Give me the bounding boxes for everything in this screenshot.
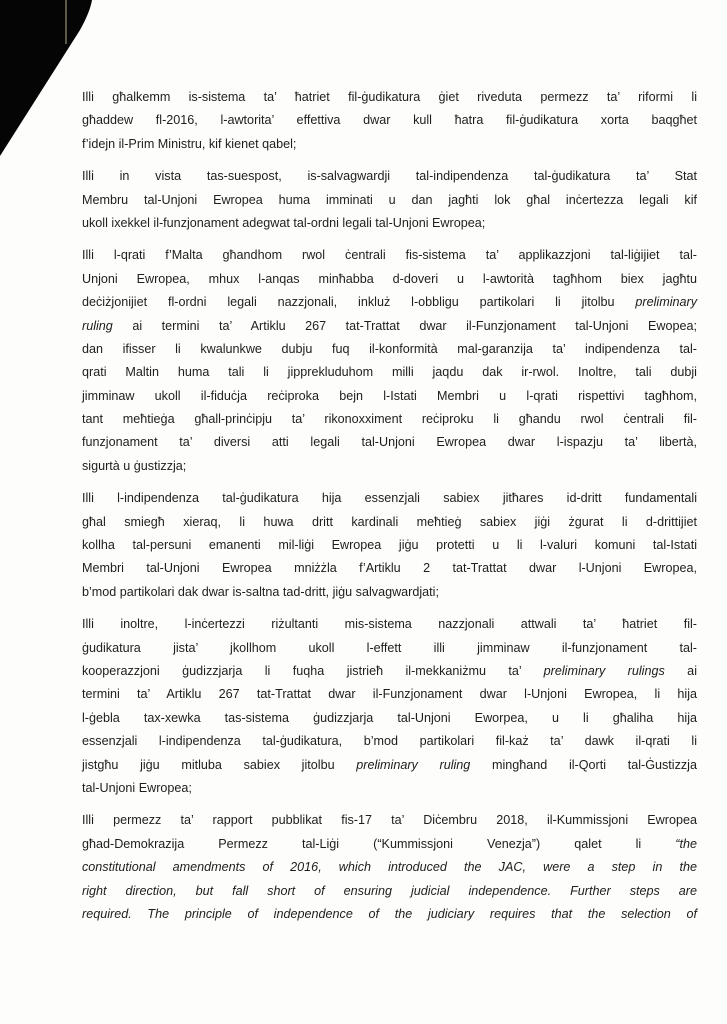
italic-text: preliminary rulings — [543, 663, 665, 678]
italic-text: right direction, but fall short of ensuring judicial independence. Further steps are — [82, 883, 697, 898]
text-segment: jistgħu jiġu mitluba sabiex jitolbu — [82, 757, 357, 772]
paragraph — [82, 165, 697, 235]
text-line — [82, 660, 697, 683]
text-segment: qrati Maltin huma tali li jipprekluduhom milli jaqdu dak ir-rwol. Inoltre, tali dubji — [82, 365, 697, 380]
text-line — [82, 511, 697, 534]
text-segment: Illi permezz ta’ rapport pubblikat fis-17 ta’ Diċembru 2018, il-Kummissjoni Ewropea — [82, 813, 697, 828]
text-line — [82, 903, 697, 926]
text-line — [82, 431, 697, 454]
text-line — [82, 133, 697, 156]
paragraph — [82, 487, 697, 604]
text-line — [82, 291, 697, 314]
text-line — [82, 581, 697, 604]
text-segment: f’idejn il-Prim Ministru, kif kienet qabel; — [82, 136, 297, 151]
text-line — [82, 408, 697, 431]
text-line — [82, 165, 697, 188]
text-line — [82, 683, 697, 706]
paragraph — [82, 809, 697, 926]
text-line — [82, 534, 697, 557]
text-segment: deċiżjonijiet fl-ordni legali nazzjonali, inkluż l-obbligu partikolari li jitolbu — [82, 295, 636, 310]
italic-text: constitutional amendments of 2016, which introduced the JAC, were a step in the — [82, 860, 697, 875]
text-line — [82, 385, 697, 408]
italic-text: preliminary — [635, 295, 697, 310]
text-line — [82, 268, 697, 291]
text-segment: tal-Unjoni Ewropea; — [82, 780, 192, 795]
text-line — [82, 557, 697, 580]
text-line — [82, 637, 697, 660]
text-segment: kollha tal-persuni emanenti mil-liġi Ewropea jiġu protetti u li l-valuri komuni tal-Istati — [82, 538, 697, 553]
text-segment: tant meħtieġa għall-prinċipju ta’ rikonoxximent reċiproku li għandu rwol ċentrali fil- — [82, 412, 697, 427]
text-segment: termini ta’ Artiklu 267 tat-Trattat dwar il-Funzjonament dwar l-Unjoni Ewropea, li hija — [82, 687, 697, 702]
text-line — [82, 189, 697, 212]
text-segment: ġudikatura jista’ jkollhom ukoll l-effett illi jimminaw il-funzjonament tal- — [82, 640, 697, 655]
text-segment: Illi l-qrati f’Malta għandhom rwol ċentrali fis-sistema ta’ applikazzjoni tal-liġijiet tal- — [82, 248, 697, 263]
text-line — [82, 338, 697, 361]
text-line — [82, 361, 697, 384]
text-line — [82, 833, 697, 856]
italic-text: required. The principle of independence of the judiciary requires that the selection of — [82, 906, 697, 921]
text-segment: Illi in vista tas-suespost, is-salvagwardji tal-indipendenza tal-ġudikatura ta’ Stat — [82, 169, 697, 184]
text-line — [82, 315, 697, 338]
italic-text: ruling — [82, 318, 113, 333]
text-segment: kooperazzjoni ġudizzjarja li fuqha jistrieħ il-mekkaniżmu ta’ — [82, 663, 544, 678]
scan-shadow — [0, 0, 92, 156]
text-line — [82, 730, 697, 753]
text-line — [82, 212, 697, 235]
text-segment: ai termini ta’ Artiklu 267 tat-Trattat dwar il-Funzjonament tal-Unjoni Ewopea; — [112, 318, 697, 333]
text-segment: l-ġebla tax-xewka tas-sistema ġudizzjarja tal-Unjoni Eworpea, u li għaliha hija — [82, 710, 697, 725]
text-line — [82, 856, 697, 879]
text-line — [82, 754, 697, 777]
text-segment: Illi l-indipendenza tal-ġudikatura hija essenzjali sabiex jitħares id-dritt fundamentali — [82, 491, 697, 506]
italic-text: “the — [675, 836, 697, 851]
text-segment: ukoll ixekkel il-funzjonament adegwat tal-ordni legali tal-Unjoni Ewropea; — [82, 215, 486, 230]
text-segment: Membru tal-Unjoni Ewropea huma imminati u dan jagħti lok għal inċertezza legali kif — [82, 192, 697, 207]
text-segment: jimminaw ukoll il-fiduċja reċiproka bejn l-Istati Membri u l-qrati rispettivi tagħhom, — [82, 388, 697, 403]
text-segment: Illi għalkemm is-sistema ta’ ħatriet fil-ġudikatura ġiet riveduta permezz ta’ riformi li — [82, 90, 697, 104]
text-segment: b’mod partikolari dak dwar is-saltna tad-dritt, jiġu salvagwardjati; — [82, 584, 439, 599]
paragraph — [82, 244, 697, 478]
text-segment: mingħand il-Qorti tal-Ġustizzja — [470, 757, 697, 772]
text-segment: Illi inoltre, l-inċertezzi riżultanti mis-sistema nazzjonali attwali ta’ ħatriet fil- — [82, 617, 697, 632]
text-segment: Membri tal-Unjoni Ewropea mniżżla f’Artiklu 2 tat-Trattat dwar l-Unjoni Ewropea, — [82, 561, 697, 576]
text-segment: funzjonament ta’ diversi atti legali tal-Unjoni Ewropea dwar l-ispazju ta’ libertà, — [82, 435, 697, 450]
italic-text: preliminary ruling — [356, 757, 471, 772]
text-line — [82, 455, 697, 478]
text-segment: Unjoni Ewropea, mhux l-anqas minħabba d-doveri u l-awtorità tagħhom biex jagħtu — [82, 271, 697, 286]
paragraph — [82, 613, 697, 800]
text-line — [82, 707, 697, 730]
paragraph — [82, 86, 697, 156]
text-line — [82, 613, 697, 636]
text-segment: essenzjali l-indipendenza tal-ġudikatura, b’mod partikolari fil-każ ta’ dawk il-qrati li — [82, 734, 697, 749]
text-segment: għad-Demokrazija Permezz tal-Liġi (“Kummissjoni Venezja”) qalet li — [82, 836, 676, 851]
text-line — [82, 487, 697, 510]
text-segment: għal smiegħ xieraq, li huwa dritt kardinali meħtieġ sabiex jiġi żgurat li d-drittijiet — [82, 514, 697, 529]
text-line — [82, 86, 697, 109]
text-line — [82, 809, 697, 832]
text-line — [82, 244, 697, 267]
text-segment: dan ifisser li kwalunkwe dubju fuq il-konformità mal-garanzija ta’ indipendenza tal- — [82, 341, 697, 356]
text-line — [82, 880, 697, 903]
document-body — [82, 86, 697, 935]
text-line — [82, 109, 697, 132]
text-segment: ai — [664, 663, 697, 678]
text-line — [82, 777, 697, 800]
text-segment: għaddew fl-2016, l-awtorita’ effettiva dwar kull ħatra fil-ġudikatura xorta baqgħet — [82, 113, 697, 128]
text-segment: sigurtà u ġustizzja; — [82, 458, 187, 473]
